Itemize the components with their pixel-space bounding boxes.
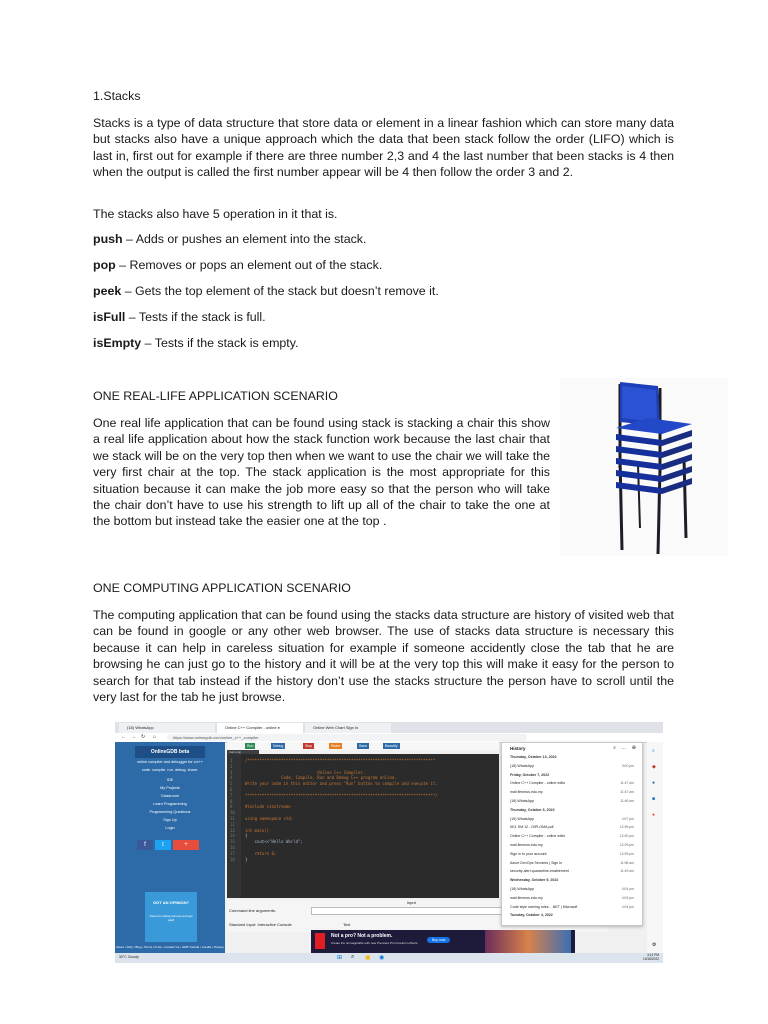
history-entry[interactable]: (18) WhatsApp [510,799,534,803]
history-date-header: Thursday, October 6, 2022 [510,807,555,812]
operation-desc: – Tests if the stack is empty. [141,336,299,350]
operation-desc: – Gets the top element of the stack but doesn’t remove it. [121,284,439,298]
history-date-header: Tuesday, October 4, 2022 [510,913,553,918]
line-number: 12 [230,821,235,827]
history-entry-time: 3:00 pm [621,763,634,768]
sidebar-item-my-projects[interactable]: My Projects [160,786,180,790]
folder-icon[interactable]: ▣ [365,955,371,961]
history-date-header: Friday, October 7, 2022 [510,772,550,777]
code-line: *******************************************************************************/ [245,792,438,798]
twitter-icon[interactable]: t [155,840,171,850]
search-icon[interactable]: ⌕ [613,745,616,751]
text-option[interactable]: Text [343,922,351,927]
sidebar-item-classroom[interactable]: Classroom [160,794,180,798]
save-button[interactable]: Save [359,744,367,748]
history-entry[interactable]: mail.flexmus.edu.my [510,790,543,795]
stacks-definition-paragraph: Stacks is a type of data structure that store data or element in a linear fashion which can store many data but stacks also have a unique approach which the data that been stack follow the order (LIFO) which is last in, first out for example if there are three number 2,3 and 4 the last number that been stacks is 4 then when the output is called the first number appear will be 4 then follow the order 3 and 2. [93,116,674,180]
code-line: Online C++ Compiler. [245,769,366,775]
facebook-icon[interactable]: f [137,840,153,850]
share-plus-icon[interactable]: + [173,840,199,850]
browser-history-screenshot [115,722,663,963]
code-line: } [245,856,248,862]
stdin-option[interactable]: Standard Input: Interactive Console [229,922,292,927]
onlinegdb-logo: OnlineGDB beta [135,746,205,758]
stop-button[interactable]: Stop [305,744,313,748]
history-entry-time: 4:07 pm [621,816,634,821]
operation-name: push [93,232,123,246]
line-number: 6 [230,787,233,792]
office-icon[interactable]: ■ [652,796,656,802]
sidebar-item-ide[interactable]: IDE [166,778,174,782]
operation-desc: – Adds or pushes an element into the stack. [122,232,367,246]
code-line: int main() [245,827,270,833]
editor-toolbar [227,742,499,750]
operation-desc: – Tests if the stack is full. [125,310,266,324]
footer-links[interactable]: About • FAQ • Blog • Terms of Use • Contact Us • GDB Tutorial • Credits • Privacy [116,945,224,949]
code-line: return 0; [245,850,277,856]
code-line: /****************************************************************************** [245,758,436,763]
history-date-header: Thursday, October 13, 2022 [510,755,557,759]
history-entry[interactable]: (18) WhatsApp [510,763,534,768]
promo-subtitle: Create the unimaginable with new Premiere Pro Freeform effects. [331,941,419,945]
operation-isempty [93,336,298,350]
windows-taskbar [115,953,663,963]
clock [643,953,659,961]
line-number: 16 [230,845,235,850]
history-entry-time: 11:47 am [620,781,634,786]
pin-icon[interactable]: ⊕ [631,745,636,751]
settings-icon[interactable]: ⚙ [652,942,657,948]
section-heading-real-life: ONE REAL-LIFE APPLICATION SCENARIO [93,389,338,403]
line-number: 13 [230,827,235,833]
sidebar-item-signup[interactable]: Sign Up [163,818,177,822]
browser-tab-bar [115,722,663,733]
games-icon[interactable]: ● [652,780,656,786]
code-line: { [245,833,248,839]
adobe-promo-banner[interactable] [311,930,575,954]
history-entry-time: 11:58 am [620,860,634,865]
line-number: 3 [230,769,233,775]
history-panel [501,742,643,926]
line-number: 9 [230,804,233,810]
operation-pop [93,258,382,272]
history-entry[interactable]: KK1 SM 12 - DIPLOMA.pdf [510,825,554,830]
operations-intro: The stacks also have 5 operation in it that is. [93,207,338,221]
line-number: 14 [230,833,235,839]
line-number: 10 [230,810,235,816]
code-line: Code, Compile, Run and Debug C++ program online. [245,775,397,781]
sidebar-nav: code. compile. run. debug. share. [141,768,199,772]
stacked-chairs-image [560,378,728,556]
refresh-icon[interactable]: ↻ [141,734,146,740]
sidebar-item-login[interactable]: Login [165,826,175,830]
more-icon[interactable]: … [621,745,626,751]
computing-paragraph: The computing application that can be found using the stacks data structure are history of visited web that can be found in google or any other web browser. The use of stacks data structure is necessary this because it can help in careless situation for example if someone accidently close the tab that he are browsing he can just go to the history and it will be at the very top this will make it easy for the person to search for that tab instead if the history don’t use the stacks structure the person have to scroll until the very last for the tab he just browse. [93,608,674,705]
history-entry-time: 11:49 am [620,869,634,874]
share-button[interactable]: Share [331,744,341,748]
line-number: 15 [230,839,235,845]
home-icon[interactable]: ⌂ [153,734,157,740]
line-number: 17 [230,850,235,856]
history-entry[interactable]: Online C++ Compiler - online edito [510,781,566,786]
operation-name: peek [93,284,122,298]
section-heading-computing: ONE COMPUTING APPLICATION SCENARIO [93,581,351,595]
history-entry[interactable]: Azure DevOps Services | Sign In [510,860,563,865]
history-entry-time: 4:04 pm [621,904,634,909]
history-entry[interactable]: (18) WhatsApp [510,887,534,891]
outlook-icon[interactable]: ● [652,812,656,818]
search-icon[interactable]: ⌕ [351,954,355,960]
history-entry-time: 12:59 pm [619,825,634,830]
history-entry-time: 12:50 pm [619,834,634,839]
history-entry[interactable]: (19) WhatsApp [510,816,534,821]
url-input[interactable]: https://www.onlinegdb.com/online_c++_compiler [167,734,527,741]
history-entry[interactable]: Online C++ Compiler - online edito [510,834,566,839]
browser-tab[interactable]: Online Web Chart Sign in [305,723,391,733]
run-button[interactable]: Run [247,744,254,748]
weather-widget[interactable]: 30°C Cloudy [119,955,139,959]
search-icon[interactable]: ⌕ [652,748,655,754]
beautify-button[interactable]: Beautify [385,744,398,748]
ad-subtitle: Have fun taking surveys and get paid! [149,914,193,922]
sidebar-item-learn[interactable]: Learn Programming [153,802,187,806]
tagline: online compiler and debugger for c/c++ [137,760,203,764]
line-number: 4 [230,775,233,781]
code-line: #include <iostream> [245,804,291,810]
history-title: History [510,746,526,751]
history-entry[interactable]: mail.flexmus.edu.my [510,843,543,847]
code-line: using namespace std; [245,816,294,821]
cmd-args-label: Command line arguments: [229,908,276,913]
ad-title: GOT AN OPINION? [153,900,189,905]
line-number: 18 [230,856,235,862]
clock-date: 10/18/2022 [643,957,659,961]
line-number: 5 [230,781,233,787]
operation-push [93,232,366,246]
history-entry-time: 11:47 am [620,790,634,795]
line-number: 11 [230,816,235,821]
browser-tab[interactable]: (18) WhatsApp [119,723,215,733]
browser-tab[interactable]: Online C++ Compiler - online e [217,723,303,733]
line-number: 8 [230,798,233,804]
operation-desc: – Removes or pops an element out of the stack. [115,258,383,272]
history-entry-time: 4:04 pm [621,887,634,891]
adobe-logo-icon [315,933,325,949]
operation-name: pop [93,258,116,272]
history-entry[interactable]: Code style naming rules - .NET | Microsoft [510,904,578,909]
start-icon[interactable]: ⊞ [337,955,343,961]
operation-isfull [93,310,266,324]
history-entry[interactable]: security-alert-quarantine-enablement [510,869,569,874]
edge-icon[interactable]: ◉ [379,955,385,961]
clock-time: 3:13 PM [647,953,659,957]
sidebar-item-questions[interactable]: Programming Questions [149,810,191,814]
back-icon[interactable]: ← [121,734,126,740]
history-entry[interactable]: Sign in to your account [510,851,547,856]
line-number: 1 [230,758,233,763]
history-entry-time: 11:46 am [620,799,634,803]
buy-now-button[interactable]: Buy now [427,937,450,943]
code-line: Write your code in this editor and press "Run" button to compile and execute it. [245,781,438,787]
browser-side-toolbar [647,742,663,954]
promo-title: Not a pro? Not a problem. [331,933,393,939]
history-entry-time: 4:04 pm [621,895,634,900]
operation-name: isEmpty [93,336,142,350]
history-entry-time: 12:09 pm [619,851,634,856]
survey-ad[interactable] [145,892,197,942]
section-heading-stacks: 1.Stacks [93,89,141,103]
input-label: input [407,900,416,905]
operation-name: isFull [93,310,126,324]
debug-button[interactable]: Debug [273,744,284,748]
line-number: 2 [230,763,233,769]
code-line: cout<<"Hello World"; [245,839,303,845]
line-number: 7 [230,792,233,798]
stacked-chairs-illustration [560,378,728,556]
tools-icon[interactable]: ◆ [652,764,656,770]
forward-icon[interactable]: → [131,734,136,740]
promo-artwork [485,930,571,954]
history-date-header: Wednesday, October 5, 2022 [510,878,559,883]
onlinegdb-sidebar [115,742,225,954]
operation-peek [93,284,439,298]
file-tab[interactable]: main.cpp [227,750,259,754]
code-editor[interactable] [227,754,499,898]
history-entry-time: 12:09 pm [619,843,634,847]
real-life-paragraph: One real life application that can be found using stack is stacking a chair this show a real life application about how the stack function work because the last chair that we stack will be on the very top then when we want to use the chair we will take the very first chair at the top. The stack application is the most appropriate for this situation because it can make the job more easy so that the person who will take the chair don’t have to use his strength to lift up all of the chair to take the one at the bottom but instead take the easier one at the top . [93,416,550,529]
history-entry[interactable]: mail.flexmus.edu.my [510,895,543,900]
